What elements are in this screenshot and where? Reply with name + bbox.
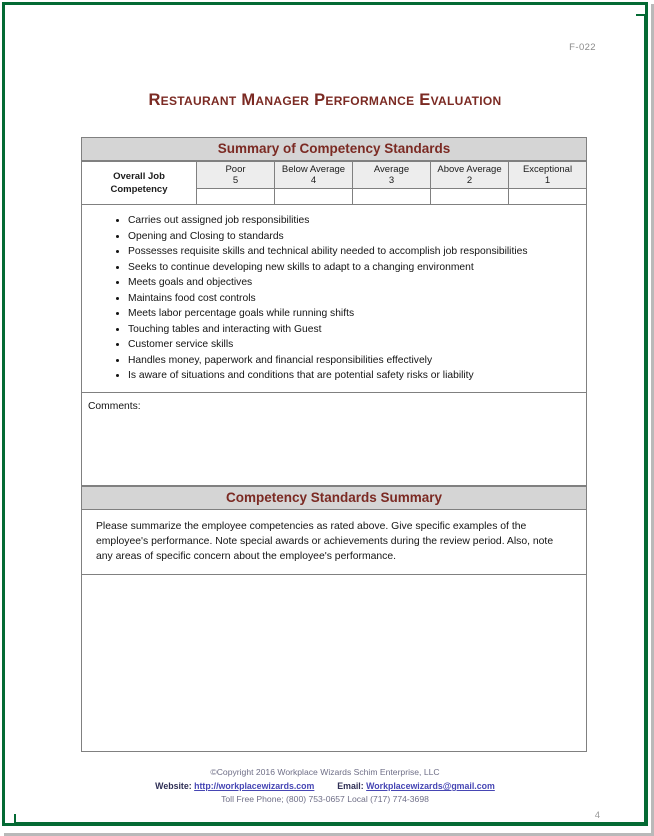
list-item: • Handles money, paperwork and financial responsibilities effectively <box>128 353 576 369</box>
website-link[interactable]: http://workplacewizards.com <box>194 781 315 791</box>
rating-name-above-average: Above Average <box>437 164 502 175</box>
list-item: • Meets goals and objectives <box>128 275 576 291</box>
footer-phone-line: Toll Free Phone; (800) 753-0657 Local (717) 774-3698 <box>221 794 429 804</box>
page-title: Restaurant Manager Performance Evaluation <box>148 91 502 109</box>
rating-cell-below-average[interactable] <box>275 189 353 205</box>
rating-score-below-average: 4 <box>310 175 317 186</box>
table-row-headers <box>82 162 587 189</box>
evaluation-block <box>81 137 587 752</box>
rating-name-below-average: Below Average <box>281 164 346 175</box>
rating-cell-average[interactable] <box>353 189 431 205</box>
rating-table <box>81 161 587 205</box>
standards-summary-field[interactable] <box>81 575 587 752</box>
rating-cell-poor[interactable] <box>197 189 275 205</box>
standards-instructions-text: Please summarize the employee competencies as rated above. Give specific examples of the employee's performance. Note special awards or achievements during the review period. Also, note any areas of specific concern about the employee's performance. <box>96 520 554 562</box>
list-item: • Customer service skills <box>128 337 576 353</box>
rating-header-above-average <box>431 162 509 189</box>
list-item: • Meets labor percentage goals while running shifts <box>128 306 576 322</box>
rating-score-average: 3 <box>388 175 395 186</box>
footer <box>14 766 636 806</box>
overall-job-competency-label <box>82 162 197 205</box>
standards-instructions-panel <box>81 510 587 575</box>
document-sheet <box>14 14 636 821</box>
rating-header-poor <box>197 162 275 189</box>
rating-header-below-average <box>275 162 353 189</box>
footer-copyright: ©Copyright 2016 Workplace Wizards Schim Enterprise, LLC <box>210 767 440 777</box>
email-label: Email: <box>337 781 364 791</box>
footer-contact <box>14 779 636 793</box>
rating-score-above-average: 2 <box>466 175 473 186</box>
comments-label: Comments: <box>88 400 141 412</box>
competency-list <box>82 213 576 384</box>
rating-header-average <box>353 162 431 189</box>
rating-score-poor: 5 <box>232 175 239 186</box>
email-link[interactable]: Workplacewizards@gmail.com <box>366 781 495 791</box>
list-item: • Seeks to continue developing new skills to adapt to a changing environment <box>128 260 576 276</box>
rating-name-poor: Poor <box>225 164 246 175</box>
website-label: Website: <box>155 781 192 791</box>
competency-label-line2: Competency <box>110 184 168 195</box>
rating-name-average: Average <box>373 164 410 175</box>
list-item: • Opening and Closing to standards <box>128 229 576 245</box>
rating-name-exceptional: Exceptional <box>522 164 573 175</box>
page-number: 4 <box>594 810 600 821</box>
list-item: • Maintains food cost controls <box>128 291 576 307</box>
competency-list-panel <box>81 205 587 393</box>
standards-band-heading: Competency Standards Summary <box>81 486 587 510</box>
rating-score-exceptional: 1 <box>544 175 551 186</box>
form-code: F-022 <box>569 42 596 53</box>
list-item: • Possesses requisite skills and technical ability needed to accomplish job responsibilities <box>128 244 576 260</box>
list-item: • Touching tables and interacting with Guest <box>128 322 576 338</box>
list-item: • Carries out assigned job responsibilities <box>128 213 576 229</box>
comments-field[interactable] <box>81 393 587 486</box>
list-item: • Is aware of situations and conditions that are potential safety risks or liability <box>128 368 576 384</box>
rating-cell-above-average[interactable] <box>431 189 509 205</box>
rating-cell-exceptional[interactable] <box>509 189 587 205</box>
summary-band-heading: Summary of Competency Standards <box>81 137 587 161</box>
competency-label-line1: Overall Job <box>113 171 165 182</box>
rating-header-exceptional <box>509 162 587 189</box>
